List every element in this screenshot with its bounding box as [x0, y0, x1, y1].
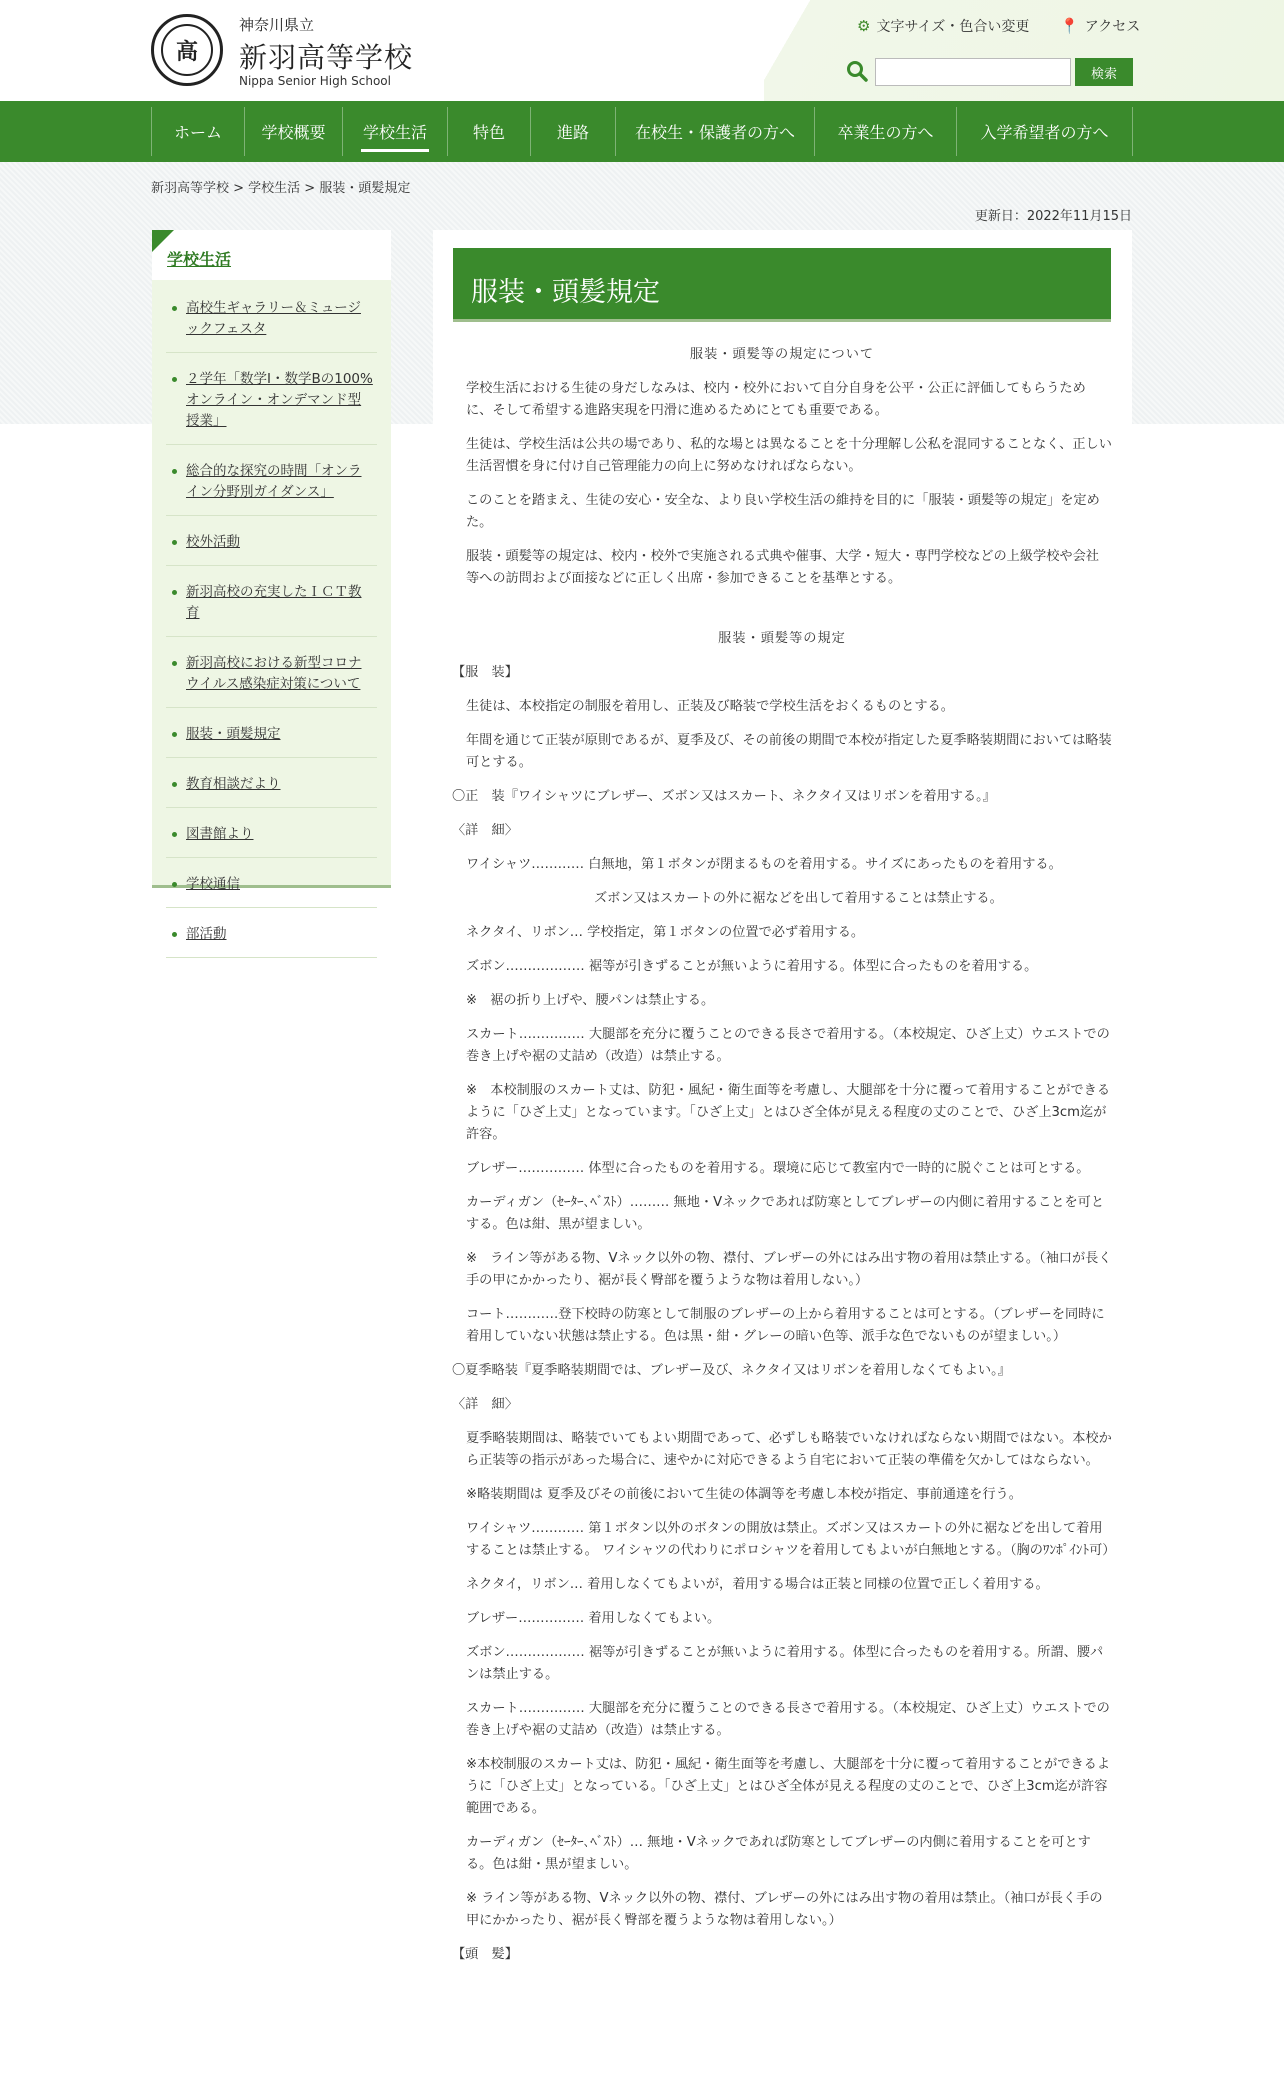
sidebar-item	[166, 566, 377, 637]
paragraph: ブレザー…………… 着用しなくてもよい。	[466, 1611, 721, 1626]
section-heading: 服装・頭髪等の規定について	[689, 347, 875, 362]
sidebar-title[interactable]: 学校生活	[167, 250, 232, 269]
paragraph: ブレザー…………… 体型に合ったものを着用する。環境に応じて教室内で一時的に脱ぐことは可とする。	[466, 1161, 1090, 1176]
nav-item-students-parents[interactable]: 在校生・保護者の方へ	[615, 107, 814, 156]
nav-item-applicants[interactable]: 入学希望者の方へ	[956, 107, 1133, 156]
paragraph: 〇正 装『ワイシャツにブレザー、ズボン又はスカート、ネクタイ又はリボンを着用する。』	[452, 789, 996, 804]
paragraph: 〇夏季略装『夏季略装期間では、ブレザー及び、ネクタイ又はリボンを着用しなくてもよい。』	[452, 1363, 1011, 1378]
sidebar-link-outside-activities[interactable]: 校外活動	[186, 534, 240, 550]
paragraph: ※本校制服のスカート丈は、防犯・風紀・衛生面等を考慮し、大腿部を十分に覆って着用することができるように「ひざ上丈」となっている。「ひざ上丈」とはひざ全体が見える程度の丈のことで、ひざ上3cm迄が許容範囲である。	[466, 1757, 1111, 1816]
paragraph: コート…………登下校時の防寒として制服のブレザーの上から着用することは可とする。（ブレザーを同時に着用していない状態は禁止する。色は黒・紺・グレーの暗い色等、派手な色でないものが望ましい。）	[466, 1307, 1105, 1344]
paragraph: ズボン……………… 裾等が引きずることが無いように着用する。体型に合ったものを着用する。所謂、腰パンは禁止する。	[466, 1645, 1104, 1682]
sidebar-link-covid-measures[interactable]: 新羽高校における新型コロナウイルス感染症対策について	[186, 655, 362, 692]
sidebar	[152, 230, 391, 942]
sidebar-item	[166, 353, 377, 445]
paragraph: 年間を通じて正装が原則であるが、夏季及び、その前後の期間で本校が指定した夏季略装期間においては略装可とする。	[466, 733, 1112, 770]
section-heading: 服装・頭髪等の規定	[718, 631, 846, 646]
sidebar-link-gallery-festa[interactable]: 高校生ギャラリー＆ミュージックフェスタ	[186, 300, 361, 337]
paragraph: スカート…………… 大腿部を充分に覆うことのできる長さで着用する。（本校規定、ひざ上丈）ウエストでの巻き上げや裾の丈詰め（改造）は禁止する。	[466, 1701, 1110, 1738]
search-icon	[846, 60, 868, 82]
nav-item-school-life[interactable]: 学校生活	[342, 107, 447, 156]
paragraph: カーディガン（ｾｰﾀｰ､ﾍﾞｽﾄ）……… 無地・Vネックであれば防寒としてブレザーの内側に着用することを可とする。色は紺、黒が望ましい。	[466, 1195, 1105, 1232]
sidebar-header	[152, 230, 391, 280]
paragraph: ネクタイ、リボン… 学校指定，第１ボタンの位置で必ず着用する。	[466, 925, 865, 940]
paragraph: 生徒は、本校指定の制服を着用し、正装及び略装で学校生活をおくるものとする。	[466, 699, 954, 714]
main-content	[433, 230, 1132, 2078]
sidebar-link-inquiry-guidance[interactable]: 総合的な探究の時間「オンライン分野別ガイダンス」	[186, 463, 362, 500]
paragraph: ネクタイ，リボン… 着用しなくてもよいが，着用する場合は正装と同様の位置で正しく着用する。	[466, 1577, 1049, 1592]
prefecture-label: 神奈川県立	[239, 16, 315, 34]
subsection-heading: 【服 装】	[452, 665, 518, 680]
paragraph: 〈詳 細〉	[452, 823, 518, 838]
sidebar-link-online-math[interactable]: ２学年「数学Ⅰ・数学Bの100%オンライン・オンデマンド型授業」	[186, 371, 373, 429]
sidebar-item	[166, 758, 377, 808]
search-button[interactable]: 検索	[1075, 58, 1133, 86]
sidebar-link-club-activities[interactable]: 部活動	[186, 926, 227, 942]
sidebar-link-ict-education[interactable]: 新羽高校の充実したＩＣＴ教育	[186, 584, 362, 621]
paragraph: ※ 裾の折り上げや、腰パンは禁止する。	[466, 993, 715, 1008]
article-body	[452, 344, 1116, 1978]
school-name[interactable]: 新羽高等学校	[239, 41, 414, 74]
sidebar-item	[166, 282, 377, 353]
paragraph: 〈詳 細〉	[452, 1397, 518, 1412]
paragraph: ズボン……………… 裾等が引きずることが無いように着用する。体型に合ったものを着用する。	[466, 959, 1038, 974]
paragraph: このことを踏まえ、生徒の安心・安全な、より良い学校生活の維持を目的に「服装・頭髪等の規定」を定めた。	[466, 493, 1100, 530]
global-nav	[0, 101, 1284, 162]
paragraph: 服装・頭髪等の規定は、校内・校外で実施される式典や催事、大学・短大・専門学校などの上級学校や会社等への訪問および面接などに正しく出席・参加できることを基準とする。	[466, 549, 1099, 586]
sidebar-link-counseling[interactable]: 教育相談だより	[186, 776, 281, 792]
sidebar-link-newsletter[interactable]: 学校通信	[186, 876, 240, 892]
paragraph: 生徒は、学校生活は公共の場であり、私的な場とは異なることを十分理解し公私を混同することなく、正しい生活習慣を身に付け自己管理能力の向上に努めなければならない。	[466, 437, 1112, 474]
gear-icon: ⚙	[857, 17, 871, 35]
page-title: 服装・頭髪規定	[453, 248, 1111, 322]
paragraph: カーディガン（ｾｰﾀｰ､ﾍﾞｽﾄ）… 無地・Vネックであれば防寒としてブレザーの内側に着用することを可とする。色は紺・黒が望ましい。	[466, 1835, 1091, 1872]
sidebar-item	[166, 516, 377, 566]
sidebar-item	[166, 858, 377, 908]
paragraph: ※ ライン等がある物、Vネック以外の物、襟付、ブレザーの外にはみ出す物の着用は禁止。（袖口が長く手の甲にかかったり、裾が長く臀部を覆うような物は着用しない。）	[466, 1891, 1103, 1928]
search-input[interactable]	[875, 58, 1071, 86]
paragraph: ワイシャツ………… 白無地，第１ボタンが閉まるものを着用する。サイズにあったものを着用する。	[466, 857, 1062, 872]
sidebar-link-library[interactable]: 図書館より	[186, 826, 254, 842]
subsection-heading: 【頭 髪】	[452, 1947, 518, 1962]
paragraph: ※略装期間は 夏季及びその前後において生徒の体調等を考慮し本校が指定、事前通達を行う。	[466, 1487, 1022, 1502]
paragraph: ※ ライン等がある物、Vネック以外の物、襟付、ブレザーの外にはみ出す物の着用は禁止する。（袖口が長く手の甲にかかったり、裾が長く臀部を覆うような物は着用しない。）	[466, 1251, 1112, 1288]
paragraph: 学校生活における生徒の身だしなみは、校内・校外において自分自身を公平・公正に評価してもらうために、そして希望する進路実現を円滑に進めるためにとても重要である。	[466, 381, 1086, 418]
sidebar-item	[166, 637, 377, 708]
paragraph: ※ 本校制服のスカート丈は、防犯・風紀・衛生面等を考慮し、大腿部を十分に覆って着用することができるように「ひざ上丈」となっています。「ひざ上丈」とはひざ全体が見える程度の丈のことで、ひざ上3cm迄が許容。	[466, 1083, 1111, 1142]
access-label: アクセス	[1084, 19, 1141, 35]
nav-item-graduates[interactable]: 卒業生の方へ	[814, 107, 956, 156]
sidebar-item	[166, 708, 377, 758]
sidebar-item	[166, 908, 377, 958]
sidebar-item	[166, 808, 377, 858]
sidebar-link-dress-code[interactable]: 服装・頭髪規定	[186, 726, 281, 742]
paragraph: 夏季略装期間は、略装でいてもよい期間であって、必ずしも略装でいなければならない期間ではない。本校から正装等の指示があった場合に、速やかに対応できるよう自宅において正装の準備を欠かしてはならない。	[466, 1431, 1112, 1468]
nav-item-features[interactable]: 特色	[447, 107, 530, 156]
map-pin-icon: 📍	[1060, 17, 1079, 35]
nav-item-home[interactable]: ホーム	[151, 107, 244, 156]
emblem-char: 高	[161, 24, 213, 76]
updated-date: 更新日：2022年11月15日	[974, 209, 1132, 224]
school-emblem-logo[interactable]	[151, 14, 223, 86]
breadcrumb[interactable]: 新羽高等学校 > 学校生活 > 服装・頭髪規定	[151, 181, 411, 196]
nav-item-about[interactable]: 学校概要	[244, 107, 342, 156]
school-english-name: Nippa Senior High School	[239, 74, 391, 88]
access-link[interactable]	[1060, 16, 1140, 36]
text-size-color-label: 文字サイズ・色合い変更	[876, 19, 1030, 35]
paragraph: ワイシャツ………… 第１ボタン以外のボタンの開放は禁止。ズボン又はスカートの外に裾などを出して着用することは禁止する。 ワイシャツの代わりにポロシャツを着用してもよいが白無地とする。（胸のﾜﾝﾎﾟｲﾝﾄ可）	[466, 1521, 1116, 1558]
sidebar-item	[166, 445, 377, 516]
site-header	[0, 0, 1284, 101]
nav-item-career[interactable]: 進路	[530, 107, 615, 156]
paragraph: スカート…………… 大腿部を充分に覆うことのできる長さで着用する。（本校規定、ひざ上丈）ウエストでの巻き上げや裾の丈詰め（改造）は禁止する。	[466, 1027, 1110, 1064]
paragraph: ズボン又はスカートの外に裾などを出して着用することは禁止する。	[594, 891, 1003, 906]
sidebar-menu	[166, 282, 377, 958]
text-size-color-link[interactable]	[857, 16, 1029, 36]
